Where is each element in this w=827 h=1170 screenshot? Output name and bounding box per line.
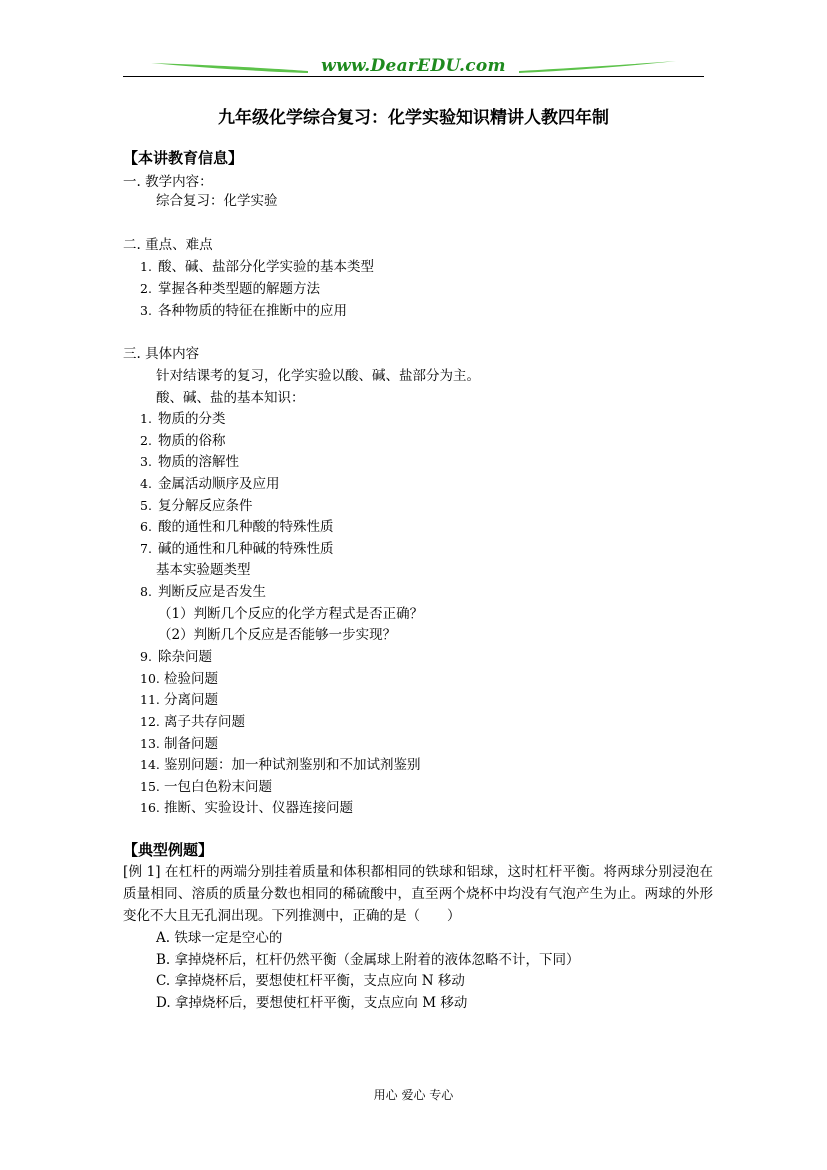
example-option: B. 拿掉烧杯后，杠杆仍然平衡（金属球上附着的液体忽略不计，下同） — [156, 952, 580, 968]
list-item: 14. 鉴别问题：加一种试剂鉴别和不加试剂鉴别 — [140, 757, 421, 773]
list-item: 2. 物质的俗称 — [140, 433, 226, 449]
part2-label: 二. 重点、难点 — [123, 237, 213, 253]
list-item: 2. 掌握各种类型题的解题方法 — [140, 281, 320, 297]
list-item: 3. 各种物质的特征在推断中的应用 — [140, 303, 347, 319]
examples-heading: 【典型例题】 — [123, 841, 214, 859]
part3-intro-basic: 酸、碱、盐的基本知识： — [156, 390, 305, 406]
list-item: 7. 碱的通性和几种碱的特殊性质 — [140, 541, 334, 557]
list-item: 5. 复分解反应条件 — [140, 498, 253, 514]
list-item: 6. 酸的通性和几种酸的特殊性质 — [140, 519, 334, 535]
list-item: 10. 检验问题 — [140, 671, 218, 687]
experiment-types-label: 基本实验题类型 — [156, 562, 251, 578]
example-option: C. 拿掉烧杯后，要想使杠杆平衡，支点应向 N 移动 — [156, 973, 465, 989]
list-item: 16. 推断、实验设计、仪器连接问题 — [140, 800, 353, 816]
sub-list-item: （2）判断几个反应是否能够一步实现？ — [158, 627, 397, 643]
list-item: 8. 判断反应是否发生 — [140, 584, 266, 600]
example-1-label: [例 1] — [123, 864, 161, 880]
page-title: 九年级化学综合复习：化学实验知识精讲人教四年制 — [218, 108, 609, 128]
part3-intro: 针对结课考的复习，化学实验以酸、碱、盐部分为主。 — [156, 368, 480, 384]
sub-list-item: （1）判断几个反应的化学方程式是否正确？ — [158, 606, 424, 622]
list-item: 1. 酸、碱、盐部分化学实验的基本类型 — [140, 259, 374, 275]
part1-content: 综合复习：化学实验 — [156, 193, 278, 209]
header-rule — [123, 76, 704, 77]
example-option: D. 拿掉烧杯后，要想使杠杆平衡，支点应向 M 移动 — [156, 995, 468, 1011]
list-item: 3. 物质的溶解性 — [140, 454, 239, 470]
list-item: 1. 物质的分类 — [140, 411, 226, 427]
part1-label: 一. 教学内容： — [123, 174, 213, 190]
info-section-heading: 【本讲教育信息】 — [123, 149, 244, 167]
list-item: 13. 制备问题 — [140, 736, 218, 752]
page-footer: 用心 爱心 专心 — [373, 1088, 454, 1102]
list-item: 15. 一包白色粉末问题 — [140, 779, 272, 795]
list-item: 9. 除杂问题 — [140, 649, 212, 665]
list-item: 11. 分离问题 — [140, 692, 218, 708]
example-1-text: 在杠杆的两端分别挂着质量和体积都相同的铁球和铝球，这时杠杆平衡。将两球分别浸泡在质量相同、溶质的质量分数也相同的稀硫酸中，直至两个烧杯中均没有气泡产生为止。两球的外形变化不大且无孔洞出现。下列推测中，正确的是（ ） — [123, 864, 713, 924]
example-1-stem — [123, 861, 713, 927]
site-url[interactable]: www.DearEDU.com — [321, 56, 506, 76]
example-option: A. 铁球一定是空心的 — [156, 930, 283, 946]
list-item: 12. 离子共存问题 — [140, 714, 245, 730]
part3-label: 三. 具体内容 — [123, 346, 200, 362]
list-item: 4. 金属活动顺序及应用 — [140, 476, 280, 492]
